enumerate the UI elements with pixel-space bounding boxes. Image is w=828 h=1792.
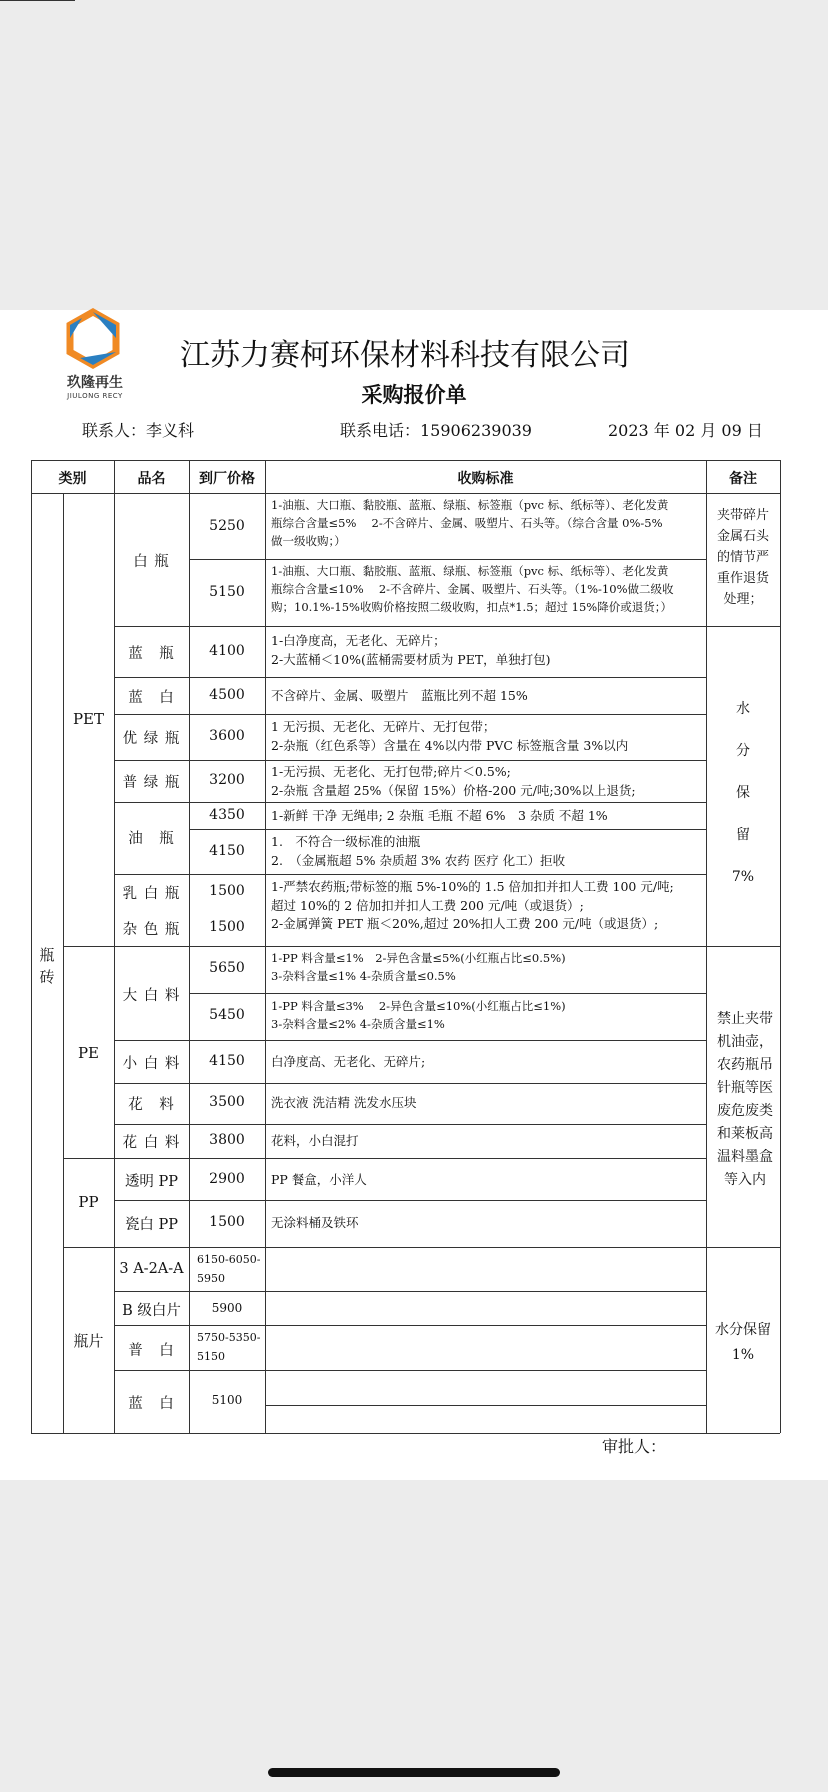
note-line: 针瓶等医 — [717, 1080, 773, 1096]
price-ordinary-white-line1: 5750-5350- — [197, 1331, 261, 1344]
note-line: 等入内 — [724, 1172, 766, 1188]
contact-phone: 联系电话：15906239039 — [340, 421, 532, 440]
standard-blue-bottle — [271, 632, 703, 669]
header-note: 备注 — [729, 471, 757, 487]
item-flower-white: 花 白 料 — [122, 1135, 181, 1151]
standard-line: 1-白净度高，无老化、无碎片； — [271, 633, 446, 648]
standard-line: 1-油瓶、大口瓶、黏胶瓶、蓝瓶、绿瓶、标签瓶（pvc 标、纸标等）、老化发黄 — [271, 498, 669, 512]
price-clear-pp: 2900 — [209, 1171, 245, 1187]
note-moisture-7 — [706, 688, 780, 898]
standard-line: 超过 10%的 2 倍加扣并扣人工费 200 元/吨（或退货）; — [271, 897, 584, 913]
item-white-bottle: 白 瓶 — [133, 554, 170, 570]
price-ordinary-green: 3200 — [209, 772, 245, 788]
standard-white-bottle-2 — [271, 562, 703, 616]
item-oil-bottle: 油 瓶 — [128, 831, 175, 847]
note-line: 和莱板高 — [717, 1126, 773, 1142]
item-milky-white: 乳 白 瓶 — [122, 886, 181, 902]
price-oil-bottle-2: 4150 — [209, 843, 245, 859]
price-milky-white: 1500 — [209, 883, 245, 899]
note-line: 保 — [736, 785, 750, 801]
standard-line: 1 无污损、无老化、无碎片、无打包带； — [271, 719, 496, 734]
document-title: 采购报价单 — [361, 383, 467, 407]
subcategory-bottle-flake: 瓶片 — [73, 1332, 104, 1350]
standard-blue-white — [271, 687, 703, 706]
price-oil-bottle-1: 4350 — [209, 807, 245, 823]
item-grade-3a: 3 A-2A-A — [119, 1261, 184, 1277]
standard-large-white-1 — [271, 949, 703, 985]
standard-large-white-2 — [271, 997, 703, 1033]
note-line: 废危废类 — [717, 1103, 773, 1119]
approver-label: 审批人： — [602, 1437, 667, 1456]
standard-line: PP 餐盒，小洋人 — [271, 1172, 367, 1187]
standard-line: 2-大蓝桶＜10%(蓝桶需要材质为 PET，单独打包) — [271, 651, 551, 667]
header-standard: 收购标准 — [457, 471, 514, 487]
price-grade-3a-line2: 5950 — [197, 1272, 225, 1285]
note-line: 农药瓶吊 — [717, 1057, 773, 1073]
price-porcelain-pp: 1500 — [209, 1214, 245, 1230]
item-small-white: 小 白 料 — [122, 1056, 181, 1072]
item-ordinary-white: 普 白 — [128, 1343, 175, 1359]
logo-chinese-name: 玖隆再生 — [67, 375, 123, 391]
note-line: 机油壶， — [717, 1034, 773, 1050]
note-line: 禁止夹带 — [717, 1011, 773, 1027]
standard-line: 1-严禁农药瓶;带标签的瓶 5%-10%的 1.5 倍加扣并扣人工费 100 元/吨; — [271, 879, 674, 894]
note-line: 分 — [736, 743, 750, 759]
standard-line: 3-杂料含量≤1% 4-杂质含量≤0.5% — [271, 969, 456, 983]
standard-line: 2. （金属瓶超 5% 杂质超 3% 农药 医疗 化工）拒收 — [271, 852, 566, 868]
note-line: 水 — [736, 701, 750, 717]
quote-date: 2023 年 02 月 09 日 — [608, 421, 763, 440]
standard-line: 1-油瓶、大口瓶、黏胶瓶、蓝瓶、绿瓶、标签瓶（pvc 标、纸标等）、老化发黄 — [271, 564, 669, 578]
note-line: 重作退货 — [716, 571, 769, 586]
item-large-white: 大 白 料 — [122, 988, 181, 1004]
price-ordinary-white — [197, 1328, 263, 1366]
standard-white-bottle-1 — [271, 496, 703, 550]
price-white-bottle-1: 5250 — [209, 518, 245, 534]
standard-line: 2-杂瓶（红色系等）含量在 4%以内带 PVC 标签瓶含量 3%以内 — [271, 737, 629, 753]
standard-line: 白净度高、无老化、无碎片; — [271, 1054, 426, 1069]
standard-line: 1-新鲜 干净 无绳串; 2 杂瓶 毛瓶 不超 6% 3 杂质 不超 1% — [271, 808, 608, 823]
standard-ordinary-green — [271, 763, 703, 800]
note-line: 7% — [731, 869, 755, 885]
price-flower-white: 3800 — [209, 1132, 245, 1148]
standard-line: 1-无污损、无老化、无打包带;碎片＜0.5%; — [271, 764, 511, 779]
standard-small-white — [271, 1053, 703, 1072]
item-premium-green: 优 绿 瓶 — [122, 731, 181, 747]
price-mixed-color: 1500 — [209, 919, 245, 935]
note-white-bottle — [708, 505, 778, 610]
price-ordinary-white-line2: 5150 — [197, 1350, 225, 1363]
standard-line: 1-PP 料含量≤3% 2-异色含量≤10%(小红瓶占比≤1%) — [271, 999, 566, 1013]
item-blue-bottle: 蓝 瓶 — [128, 646, 175, 662]
note-moisture-1 — [706, 1318, 780, 1368]
item-porcelain-pp: 瓷白 PP — [124, 1217, 179, 1233]
price-grade-b: 5900 — [211, 1301, 243, 1315]
item-flower: 花 料 — [128, 1097, 175, 1113]
standard-line: 做一级收购；） — [271, 534, 346, 548]
header-price: 到厂价格 — [199, 471, 255, 487]
item-mixed-color: 杂 色 瓶 — [122, 922, 181, 938]
standard-clear-pp — [271, 1171, 703, 1190]
standard-oil-bottle-2 — [271, 833, 703, 870]
standard-line: 2-杂瓶 含量超 25%（保留 15%）价格-200 元/吨;30%以上退货; — [271, 782, 636, 798]
price-flower: 3500 — [209, 1094, 245, 1110]
standard-line: 购；10.1%-15%收购价格按照二级收购，扣点*1.5；超过 15%降价或退货；） — [271, 600, 672, 614]
standard-line: 3-杂料含量≤2% 4-杂质含量≤1% — [271, 1017, 445, 1031]
price-blue-white: 4500 — [209, 687, 245, 703]
note-line: 留 — [736, 827, 750, 843]
jiulong-logo-icon — [62, 308, 124, 370]
price-premium-green: 3600 — [209, 728, 245, 744]
logo-english-name: JIULONG RECY — [67, 392, 123, 400]
item-blue-white-flake: 蓝 白 — [128, 1396, 175, 1412]
note-line: 金属石头 — [716, 529, 769, 544]
standard-line: 洗衣液 洗洁精 洗发水压块 — [271, 1095, 417, 1110]
standard-premium-green — [271, 718, 703, 755]
item-blue-white: 蓝 白 — [128, 690, 175, 706]
note-line: 夹带碎片 — [716, 508, 769, 523]
subcategory-pet: PET — [72, 710, 105, 728]
standard-line: 1. 不符合一级标准的油瓶 — [271, 834, 421, 849]
item-ordinary-green: 普 绿 瓶 — [122, 775, 181, 791]
item-grade-b: B 级白片 — [122, 1303, 181, 1319]
price-blue-white-flake: 5100 — [211, 1393, 243, 1407]
price-white-bottle-2: 5150 — [209, 584, 245, 600]
standard-flower — [271, 1094, 703, 1113]
standard-porcelain-pp — [271, 1214, 703, 1233]
subcategory-pp: PP — [78, 1193, 99, 1211]
standard-milky-mixed — [271, 878, 703, 934]
standard-line: 2-金属弹簧 PET 瓶＜20%,超过 20%扣人工费 200 元/吨（或退货）; — [271, 916, 659, 931]
item-clear-pp: 透明 PP — [124, 1174, 179, 1190]
standard-line: 1-PP 料含量≤1% 2-异色含量≤5%(小红瓶占比≤0.5%) — [271, 951, 566, 965]
note-pe-pp-prohibited — [711, 1008, 779, 1192]
price-grade-3a — [197, 1250, 263, 1288]
note-line: 水分保留 — [715, 1322, 771, 1338]
standard-flower-white — [271, 1132, 703, 1151]
note-line: 温料墨盒 — [717, 1149, 773, 1165]
contact-person: 联系人：李义科 — [82, 421, 195, 440]
standard-line: 不含碎片、金属、吸塑片 蓝瓶比列不超 15% — [271, 688, 528, 703]
price-small-white: 4150 — [209, 1053, 245, 1069]
standard-oil-bottle-1 — [271, 807, 703, 826]
home-indicator[interactable] — [268, 1768, 560, 1777]
group-label — [31, 944, 63, 988]
note-line: 的情节严 — [716, 550, 769, 565]
price-large-white-1: 5650 — [209, 960, 245, 976]
note-line: 1% — [731, 1347, 755, 1363]
note-line: 处理； — [723, 592, 763, 607]
price-blue-bottle: 4100 — [209, 643, 245, 659]
standard-line: 花料，小白混打 — [271, 1133, 359, 1148]
price-large-white-2: 5450 — [209, 1007, 245, 1023]
price-grade-3a-line1: 6150-6050- — [197, 1253, 261, 1266]
standard-line: 瓶综合含量≤5% 2-不含碎片、金属、吸塑片、石头等。（综合含量 0%-5% — [271, 516, 663, 530]
group-label-text: 瓶砖 — [39, 946, 55, 986]
header-category: 类别 — [58, 471, 87, 487]
standard-line: 瓶综合含量≤10% 2-不含碎片、金属、吸塑片、石头等。（1%-10%做二级收 — [271, 582, 674, 596]
standard-line: 无涂料桶及铁环 — [271, 1215, 359, 1230]
subcategory-pe: PE — [77, 1044, 100, 1062]
company-name: 江苏力赛柯环保材料科技有限公司 — [180, 338, 630, 373]
header-item: 品名 — [137, 471, 166, 487]
